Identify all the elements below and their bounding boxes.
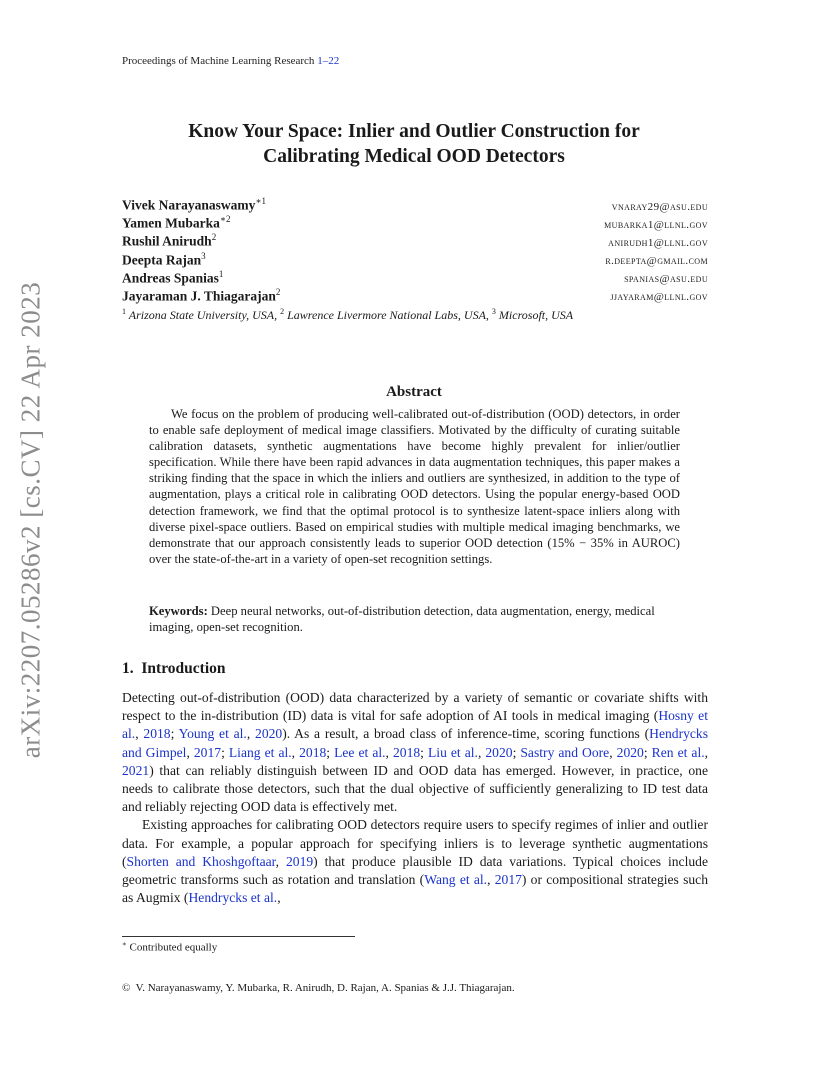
citation-link[interactable]: Hendrycks and Gimpel (122, 726, 709, 760)
author-email: anirudh1@llnl.gov (608, 236, 708, 249)
citation-link[interactable]: Sastry and Oore (520, 744, 610, 760)
author-mark: ∗2 (219, 214, 231, 225)
affil-1: Arizona State University, USA, (128, 308, 278, 322)
text-run: ; (512, 744, 521, 760)
paper-title (100, 119, 728, 169)
author-row (122, 232, 708, 250)
intro-body (122, 689, 708, 907)
citation-link[interactable]: Hendrycks et al. (188, 890, 278, 906)
author-name (122, 287, 280, 305)
author-list (122, 196, 708, 305)
footnote (122, 940, 217, 954)
affil-3: Microsoft, USA (498, 308, 574, 322)
text-run: ; (170, 726, 179, 742)
author-name (122, 251, 206, 269)
author-row (122, 251, 708, 269)
keywords (149, 603, 680, 635)
affiliations (122, 307, 722, 323)
author-row (122, 269, 708, 287)
section-number: 1. (122, 660, 134, 677)
text-run: ; (643, 744, 652, 760)
citation-link[interactable]: 2018 (143, 726, 171, 742)
citation-link[interactable]: 2018 (299, 744, 327, 760)
copyright-line (122, 982, 515, 994)
intro-paragraph-1 (122, 689, 708, 816)
text-run: ) that produce plausible ID data variations. Typical choices include geometric transforms such as rotation and translation ( (122, 853, 708, 888)
text-run: ; (221, 744, 229, 760)
text-run: ) that can reliably distinguish between ID and OOD data has emerged. However, in practice, one needs to calibrate those detectors, such that the dual objective of sufficiently generalizing to ID test data and reliably rejecting OOD data is effectively met. (122, 762, 708, 815)
text-run: , (246, 726, 256, 742)
author-name-text: Jayaraman J. Thiagarajan (122, 288, 276, 304)
citation-link[interactable]: 2018 (392, 744, 421, 760)
citation-link[interactable]: Ren et al. (651, 744, 705, 760)
footnote-text: Contributed equally (129, 941, 218, 954)
section-title: Introduction (141, 660, 226, 677)
citation-link[interactable]: 2020 (485, 744, 513, 760)
author-name (122, 196, 266, 214)
text-run: ; (326, 744, 335, 760)
author-mark: ∗1 (255, 196, 266, 206)
author-email: jjayaram@llnl.gov (610, 291, 708, 304)
citation-link[interactable]: Lee et al. (334, 744, 386, 760)
copyright-text: V. Narayanaswamy, Y. Mubarka, R. Anirudh, D. Rajan, A. Spanias & J.J. Thiagarajan. (135, 982, 515, 994)
citation-link[interactable]: Liu et al. (427, 744, 478, 760)
citation-link[interactable]: Wang et al. (424, 872, 488, 888)
citation-link[interactable]: Young et al. (178, 726, 247, 742)
author-name-text: Yamen Mubarka (122, 215, 220, 231)
text-run: , (135, 726, 144, 742)
affil-mark-2: 2 (280, 307, 285, 316)
text-run: , (275, 853, 286, 869)
text-run: ) or compositional strategies such as Augmix ( (122, 872, 708, 906)
abstract-body (149, 406, 680, 567)
author-name (122, 269, 223, 287)
proceedings-name: Proceedings of Machine Learning Research (122, 55, 315, 67)
author-mark: 3 (201, 250, 206, 261)
text-run: , (277, 890, 281, 906)
author-name (122, 232, 216, 250)
citation-link[interactable]: Hosny et al. (122, 708, 708, 742)
text-run: , (609, 744, 617, 760)
author-name-text: Deepta Rajan (122, 252, 202, 268)
text-run: , (487, 872, 495, 888)
author-mark: 2 (211, 232, 217, 243)
citation-link[interactable]: 2017 (494, 872, 522, 888)
arxiv-side-label (14, 281, 48, 759)
arxiv-identifier: arXiv:2207.05286v2 [cs.CV] 22 Apr 2023 (15, 281, 46, 759)
citation-link[interactable]: 2021 (122, 762, 150, 778)
citation-link[interactable]: Liang et al. (228, 744, 292, 760)
author-mark: 1 (218, 268, 224, 279)
author-name-text: Rushil Anirudh (122, 233, 212, 249)
author-email: mubarka1@llnl.gov (604, 218, 708, 231)
section-heading (122, 660, 226, 678)
author-email: spanias@asu.edu (624, 273, 708, 286)
copyright-icon: © (122, 982, 131, 994)
page-range-link[interactable]: 1–22 (317, 55, 340, 67)
author-row (122, 196, 708, 214)
citation-link[interactable]: Shorten and Khoshgoftaar (126, 853, 276, 869)
title-line-1: Know Your Space: Inlier and Outlier Construction for (188, 121, 640, 142)
author-name-text: Vivek Narayanaswamy (122, 197, 256, 213)
footnote-mark: ∗ (122, 940, 127, 948)
title-line-2: Calibrating Medical OOD Detectors (263, 146, 565, 167)
citation-link[interactable]: 2020 (255, 726, 283, 742)
citation-link[interactable]: 2017 (193, 744, 222, 760)
text-run: , (291, 744, 300, 760)
text-run: ). As a result, a broad class of inference-time, scoring functions ( (282, 726, 650, 742)
citation-link[interactable]: 2020 (616, 744, 644, 760)
text-run: , (477, 744, 486, 760)
author-name-text: Andreas Spanias (122, 270, 219, 286)
affil-2: Lawrence Livermore National Labs, USA, (287, 308, 489, 322)
text-run: Detecting out-of-distribution (OOD) data characterized by a variety of semantic or covariate shifts with respect to the in-distribution (ID) data is vital for safe adoption of AI tools in medical imaging ( (122, 690, 708, 724)
affil-mark-3: 3 (491, 307, 496, 316)
author-mark: 2 (275, 286, 281, 297)
text-run: ; (420, 744, 428, 760)
proceedings-header (122, 55, 339, 67)
author-row (122, 287, 708, 305)
intro-paragraph-2 (122, 816, 708, 907)
author-email: vnaray29@asu.edu (611, 200, 708, 213)
keywords-label: Keywords: (149, 604, 208, 618)
footnote-rule (122, 936, 355, 937)
author-email: r.deepta@gmail.com (605, 255, 708, 268)
author-name (122, 214, 231, 232)
citation-link[interactable]: 2019 (285, 853, 314, 869)
keywords-text: Deep neural networks, out-of-distribution detection, data augmentation, energy, medical imaging, open-set recognition. (149, 604, 655, 635)
abstract-heading: Abstract (386, 384, 442, 400)
text-run: , (385, 744, 393, 760)
text-run: , (704, 744, 709, 760)
text-run: , (186, 744, 194, 760)
text-run: Existing approaches for calibrating OOD detectors require users to specify regimes of inlier and outlier data. For example, a popular approach for specifying inliers is to leverage synthetic augmentations ( (122, 817, 708, 869)
author-row (122, 214, 708, 232)
affil-mark-1: 1 (122, 307, 126, 316)
abstract-text: We focus on the problem of producing well-calibrated out-of-distribution (OOD) detectors, in order to enable safe deployment of medical image classifiers. Motivated by the difficulty of curating suitable calibration datasets, synthetic augmentations have become highly prevalent for inlier/outlier specification. While there have been rapid advances in data augmentation techniques, this paper makes a striking finding that the space in which the inliers and outliers are synthesized, in addition to the type of augmentation, plays a critical role in calibrating OOD detectors. Using the popular energy-based OOD detection framework, we find that the optimal protocol is to synthesize latent-space inliers along with diverse pixel-space outliers. Based on empirical studies with multiple medical imaging benchmarks, we demonstrate that our approach consistently leads to superior OOD detection (15% − 35% in AUROC) over the state-of-the-art in a variety of open-set recognition settings. (149, 407, 680, 566)
